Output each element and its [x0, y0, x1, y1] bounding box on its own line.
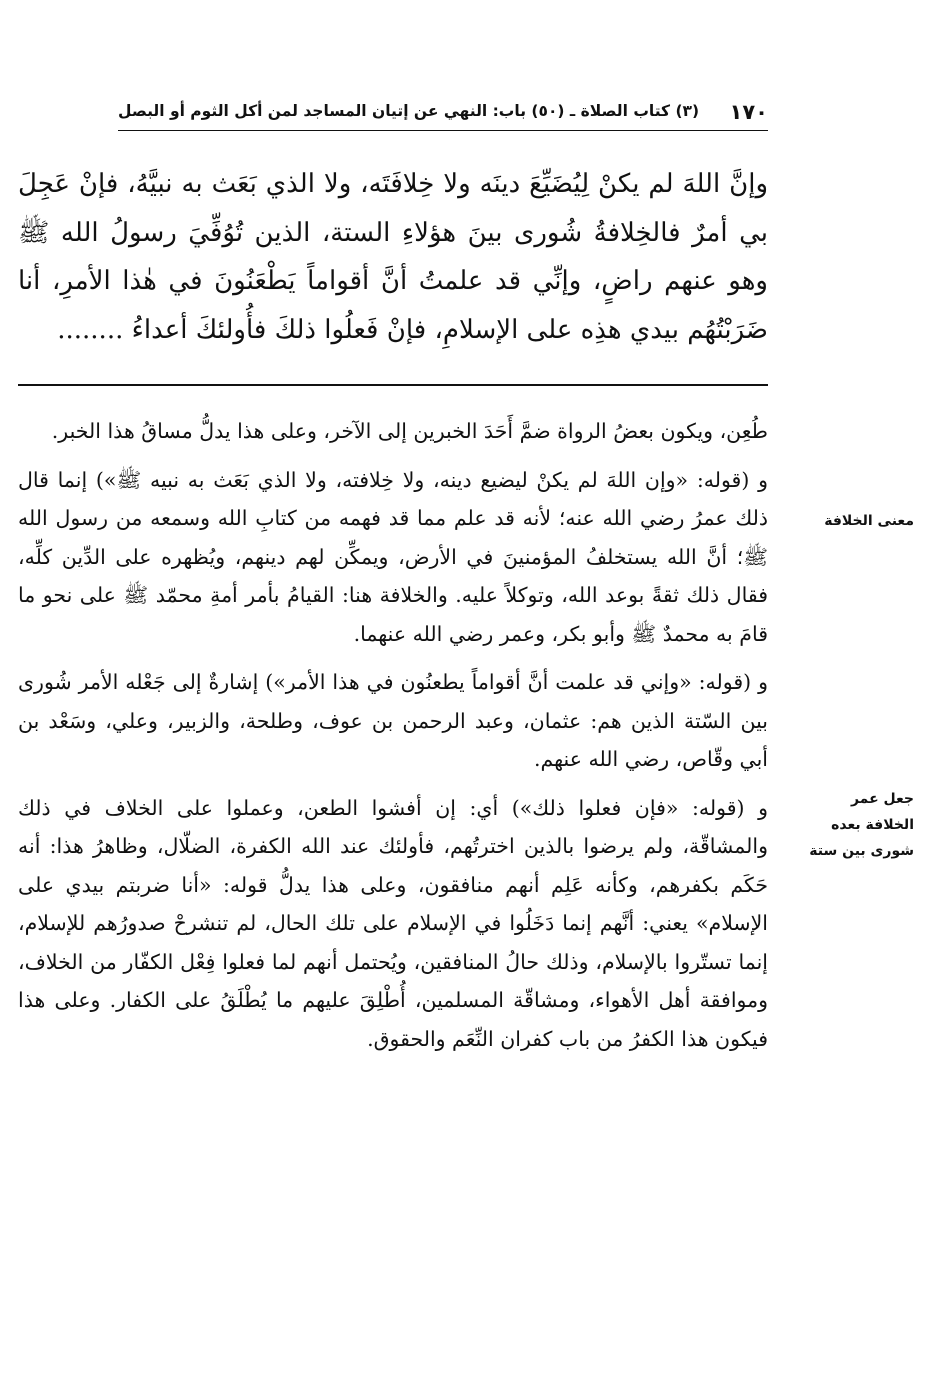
- side-note-line: الخلافة بعده: [831, 817, 914, 833]
- side-note-khilafa-meaning: [824, 508, 914, 534]
- commentary-paragraph-2: و (قوله: «وإن اللهَ لم يكنْ ليضيع دينه، ولا خِلافته، ولا الذي بَعَث به نبيه ﷺ») إنما قال ذلك عمرُ رضي الله عنه؛ لأنه قد علم مما قد فهمه من كتابِ الله وسمعه من رسول الله ﷺ؛ أنَّ الله يستخلفُ المؤمنينَ في الأرض، ويمكِّن لهم دينهم، ويُظهره على الدِّين كلِّه، فقال ذلك ثقةً بوعد الله، وتوكلاً عليه. والخلافة هنا: القيامُ بأمر أمةِ محمّد ﷺ على نحو ما قامَ به محمدٌ ﷺ وأبو بكر، وعمر رضي الله عنهما.: [18, 467, 768, 646]
- side-note-line: جعل عمر: [850, 791, 914, 807]
- commentary-paragraph-3: و (قوله: «وإني قد علمت أنَّ أقواماً يطعنُون في هذا الأمر») إشارةٌ إلى جَعْله الأمر شُورى بين السّتة الذين هم: عثمان، وعبد الرحمن بن عوف، وطلحة، والزبير، وعلي، وسَعْد بن أبي وقّاص، رضي الله عنهم.: [18, 670, 768, 771]
- commentary: [18, 412, 768, 1058]
- page-header: [118, 96, 768, 131]
- side-note-line: شورى بين ستة: [809, 843, 914, 859]
- commentary-paragraph-1: طُعِن، ويكون بعضُ الرواة ضمَّ أَحَدَ الخبرين إلى الآخر، وعلى هذا يدلُّ مساقُ هذا الخبر.: [51, 419, 768, 443]
- hadith-text: وإنَّ اللهَ لم يكنْ لِيُضَيِّعَ دينَه ولا خِلافَتَه، ولا الذي بَعَث به نبيَّهُ، فإنْ عَجِلَ بي أمرٌ فالخِلافةُ شُورى بينَ هؤلاءِ الستة، الذين تُوُفِّيَ رسولُ الله ﷺ وهو عنهم راضٍ، وإنِّي قد علمتُ أنَّ أقواماً يَطْعَنُونَ في هٰذا الأمرِ، أنا ضَرَبْتُهُم بيدي هذِه على الإسلامِ، فإنْ فَعلُوا ذلكَ فأُولئكَ أعداءُ ........: [18, 169, 768, 345]
- side-note-line: معنى الخلافة: [824, 513, 914, 529]
- text-separator: [18, 384, 768, 386]
- running-title: (٣) كتاب الصلاة ـ (٥٠) باب: النهي عن إتيان المساجد لمن أكل الثوم أو البصل: [118, 102, 700, 120]
- page-number: ١٧٠: [729, 100, 768, 124]
- commentary-paragraph-4: و (قوله: «فإن فعلوا ذلك») أي: إن أفشوا الطعن، وعملوا على الخلاف في ذلك والمشاقّة، ولم يرضوا بالذين اخترتُهم، فأولئك عند الله الكفرة، الضلّال، وظاهرُ هذا: أنه حَكَم بكفرهم، وكأنه عَلِم أنهم منافقون، وعلى هذا يدلُّ قوله: «أنا ضربتم بيدي على الإسلام» يعني: أنَّهم إنما دَخَلُوا في الإسلام على تلك الحال، لم تنشرحْ صدورُهم للإسلام، إنما تستّروا بالإسلام، وذلك حالُ المنافقين، ويُحتمل أنهم لما فعلوا فِعْل الكفّار من الخلاف، وموافقة أهل الأهواء، ومشاقّة المسلمين، أُطْلِقَ عليهم ما يُطْلَقُ على الكفار. وعلى هذا فيكون هذا الكفرُ من باب كفران النِّعَم والحقوق.: [18, 795, 768, 1051]
- side-note-umar-shura: [809, 786, 914, 864]
